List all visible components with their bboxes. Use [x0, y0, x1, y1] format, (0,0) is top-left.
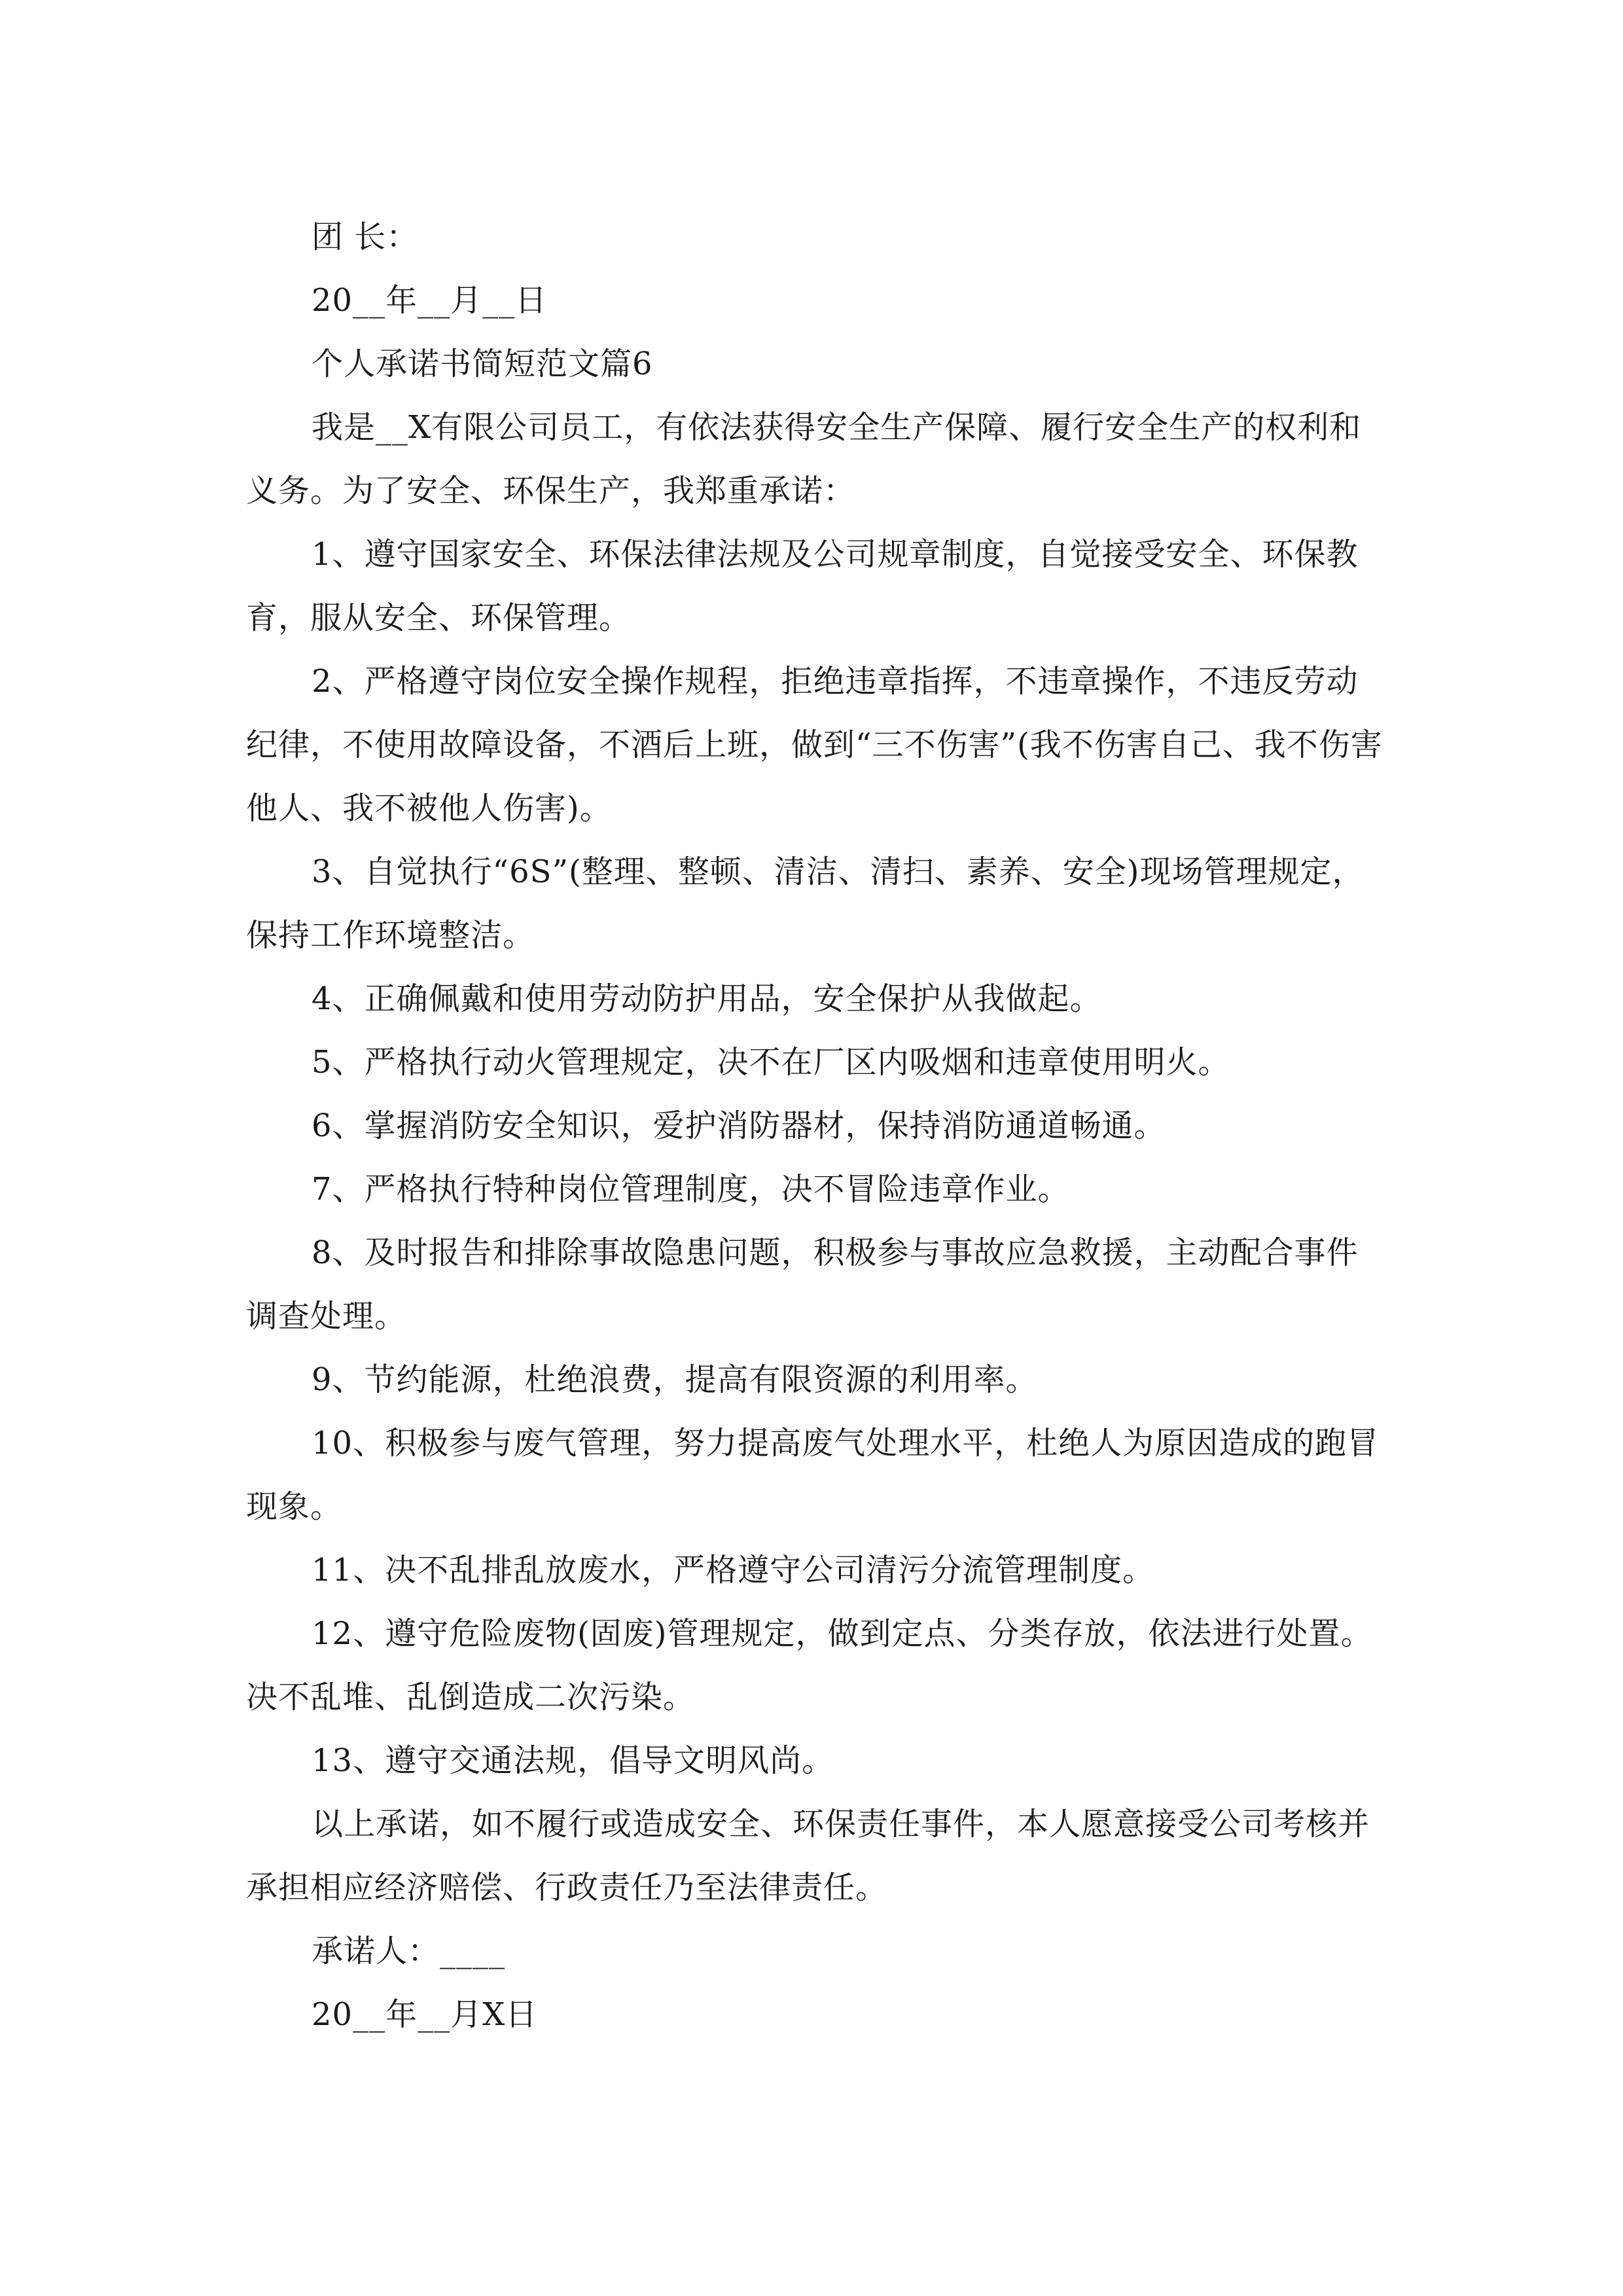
commitment-item-5: 5、严格执行动火管理规定，决不在厂区内吸烟和违章使用明火。	[312, 1044, 1230, 1081]
commitment-item-9: 9、节约能源，杜绝浪费，提高有限资源的利用率。	[312, 1361, 1038, 1398]
date-line: 20__年__月__日	[312, 282, 548, 319]
signature-date-line: 20__年__月X日	[312, 1996, 538, 2033]
intro-paragraph: 我是__X有限公司员工，有依法获得安全生产保障、履行安全生产的权利和义务。为了安全、环保生产，我郑重承诺：	[246, 409, 1362, 509]
commitment-item-11: 11、决不乱排乱放废水，严格遵守公司清污分流管理制度。	[312, 1552, 1155, 1588]
closing-paragraph: 以上承诺，如不履行或造成安全、环保责任事件，本人愿意接受公司考核并承担相应经济赔偿、行政责任乃至法律责任。	[246, 1806, 1370, 1906]
commitment-item-12: 12、遵守危险废物(固废)管理规定，做到定点、分类存放，依法进行处置。决不乱堆、乱倒造成二次污染。	[246, 1615, 1373, 1715]
signature-promisor-line: 承诺人：____	[312, 1933, 506, 1969]
commitment-item-13: 13、遵守交通法规，倡导文明风尚。	[312, 1742, 834, 1779]
document-body	[246, 206, 1385, 2047]
commitment-item-7: 7、严格执行特种岗位管理制度，决不冒险违章作业。	[312, 1171, 1070, 1208]
commitment-item-2: 2、严格遵守岗位安全操作规程，拒绝违章指挥，不违章操作，不违反劳动纪律，不使用故障设备，不酒后上班，做到“三不伤害”(我不伤害自己、我不伤害他人、我不被他人伤害)。	[246, 663, 1383, 827]
commitment-item-8: 8、及时报告和排除事故隐患问题，积极参与事故应急救援，主动配合事件调查处理。	[246, 1234, 1359, 1335]
commitment-item-6: 6、掌握消防安全知识，爱护消防器材，保持消防通道畅通。	[312, 1107, 1166, 1144]
section-title: 个人承诺书简短范文篇6	[312, 346, 653, 382]
commitment-item-4: 4、正确佩戴和使用劳动防护用品，安全保护从我做起。	[312, 980, 1102, 1017]
signature-leader-line: 团 长：	[312, 219, 419, 255]
commitment-item-3: 3、自觉执行“6S”(整理、整顿、清洁、清扫、素养、安全)现场管理规定，保持工作环境整洁。	[246, 853, 1364, 954]
commitment-item-1: 1、遵守国家安全、环保法律法规及公司规章制度，自觉接受安全、环保教育，服从安全、环保管理。	[246, 536, 1359, 636]
commitment-item-10: 10、积极参与废气管理，努力提高废气处理水平，杜绝人为原因造成的跑冒现象。	[246, 1425, 1380, 1525]
